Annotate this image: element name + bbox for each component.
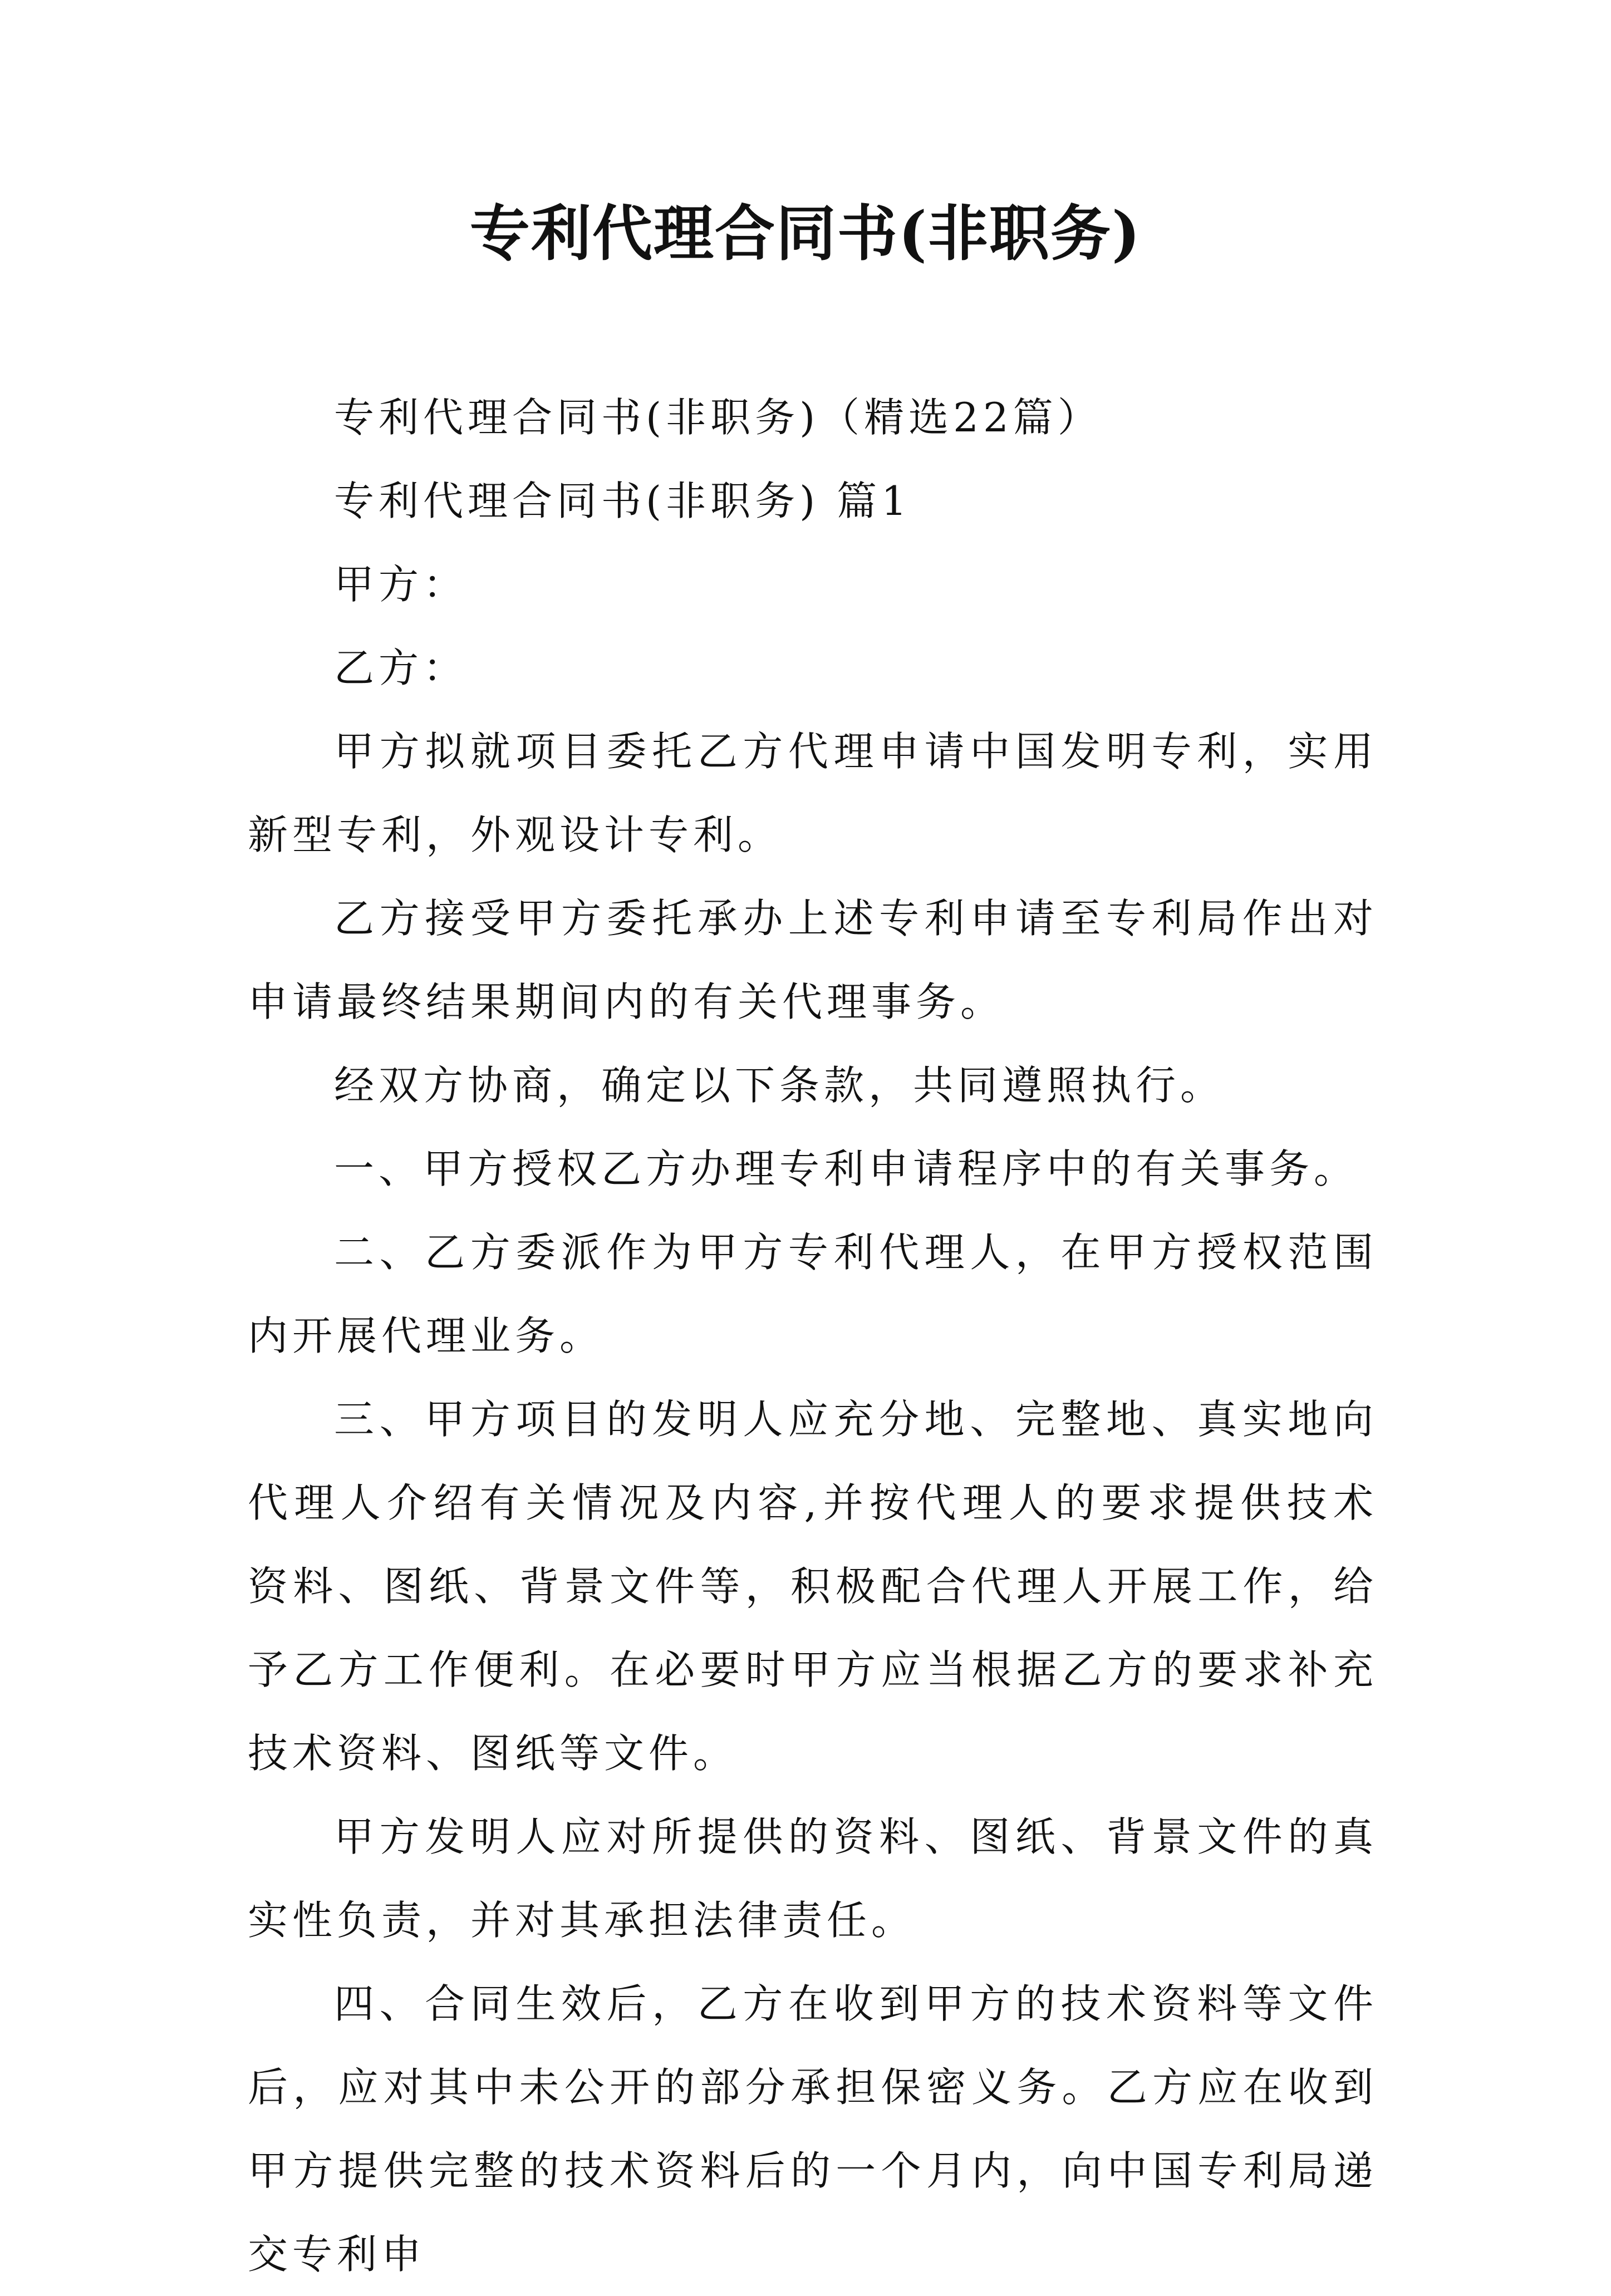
clause-4: 四、合同生效后，乙方在收到甲方的技术资料等文件后，应对其中未公开的部分承担保密义务。乙方应在收到甲方提供完整的技术资料后的一个月内，向中国专利局递交专利申 [248, 1980, 1378, 2278]
paragraph: 乙方接受甲方委托承办上述专利申请至专利局作出对申请最终结果期间内的有关代理事务。 [248, 895, 1378, 1025]
clause-1: 一、甲方授权乙方办理专利申请程序中的有关事务。 [334, 1145, 1359, 1192]
clause-2: 二、乙方委派作为甲方专利代理人，在甲方授权范围内开展代理业务。 [248, 1229, 1378, 1359]
document-title: 专利代理合同书(非职务) [469, 199, 1142, 269]
paragraph: 经双方协商，确定以下条款，共同遵照执行。 [334, 1062, 1225, 1109]
party-a-line: 甲方： [334, 561, 468, 608]
party-b-line: 乙方： [334, 645, 468, 691]
paragraph: 甲方发明人应对所提供的资料、图纸、背景文件的真实性负责，并对其承担法律责任。 [248, 1813, 1378, 1944]
document-body [248, 376, 1378, 2296]
clause-3: 三、甲方项目的发明人应充分地、完整地、真实地向代理人介绍有关情况及内容,并按代理人的要求提供技术资料、图纸、背景文件等，积极配合代理人开展工作，给予乙方工作便利。在必要时甲方应当根据乙方的要求补充技术资料、图纸等文件。 [248, 1396, 1378, 1777]
subtitle-selection: 专利代理合同书(非职务)（精选22篇） [334, 394, 1102, 441]
paragraph: 甲方拟就项目委托乙方代理申请中国发明专利，实用新型专利，外观设计专利。 [248, 728, 1378, 858]
section-heading: 专利代理合同书(非职务) 篇1 [334, 478, 911, 524]
